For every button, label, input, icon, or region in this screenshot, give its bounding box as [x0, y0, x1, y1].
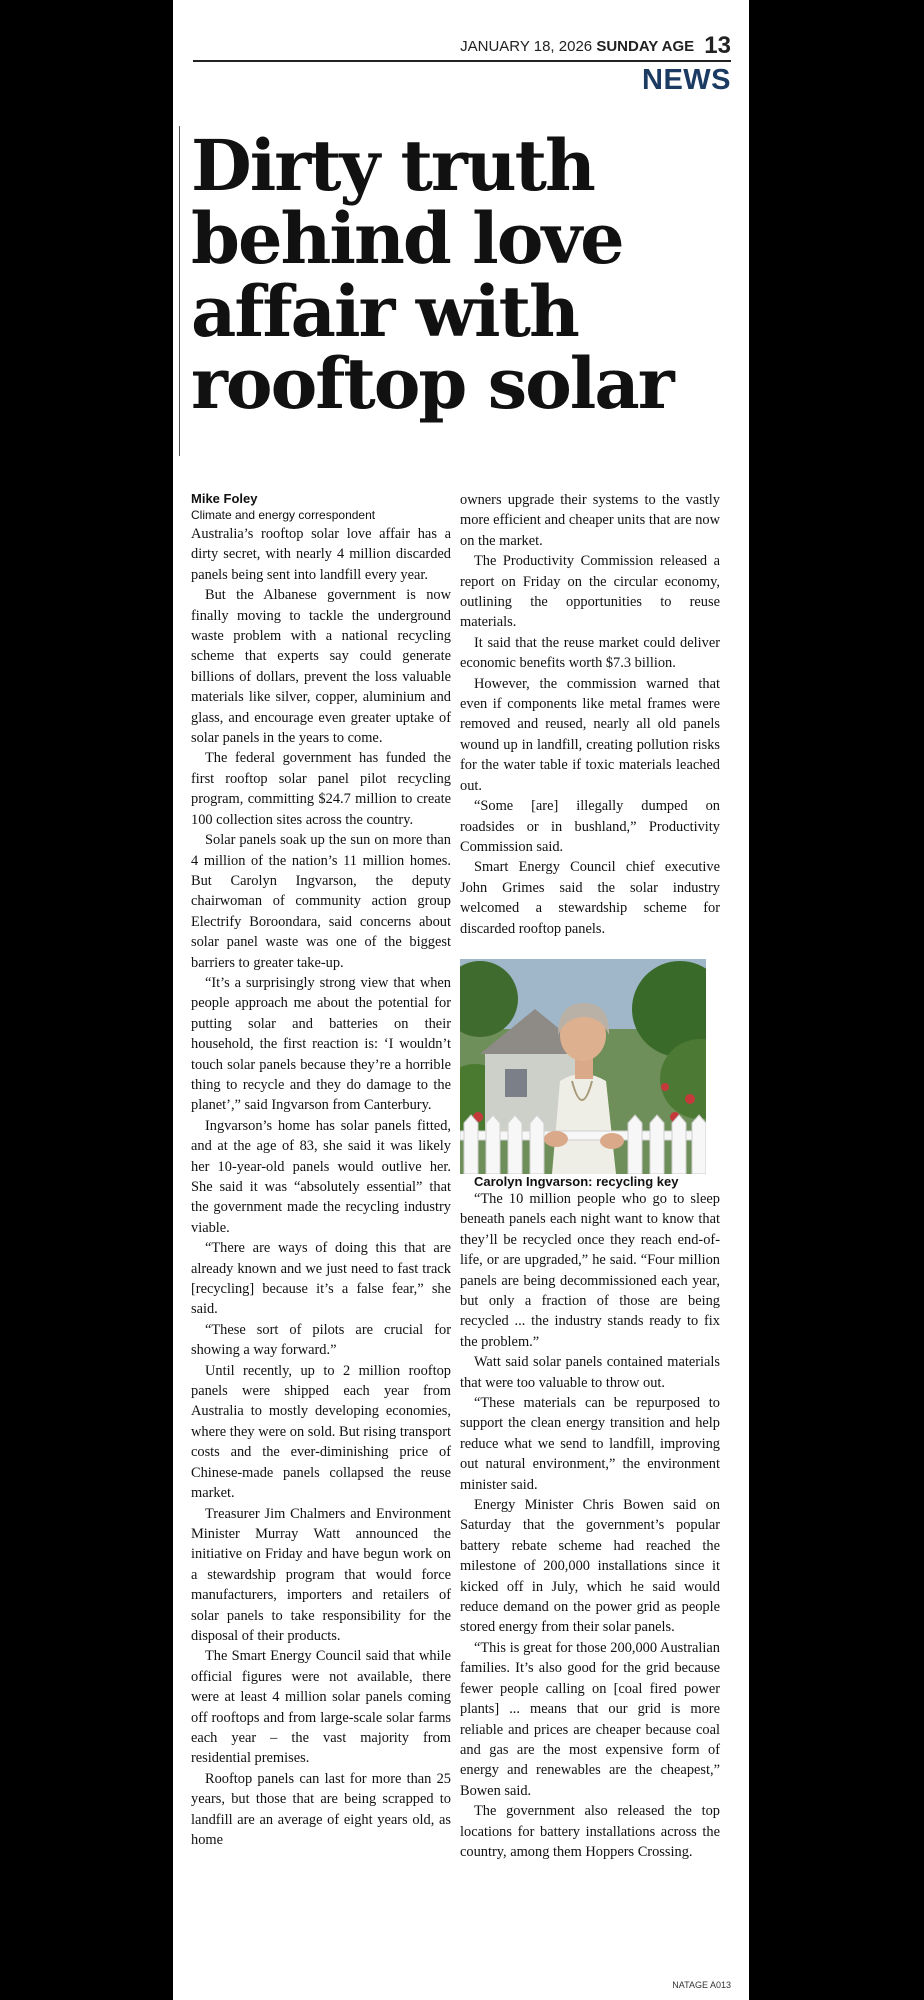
issue-date: JANUARY 18, 2026	[460, 38, 593, 55]
byline-role: Climate and energy correspondent	[191, 508, 376, 522]
paragraph: Watt said solar panels contained materials that were too valuable to throw out.	[460, 1354, 720, 1391]
paragraph: “The 10 million people who go to sleep beneath panels each night want to know that they’ll be recycled once they reach end-of-life, or are upgraded,” he said. “Four million panels are being decommissioned each year, but only a fraction of those are being recycled ... the industry stands ready to fix the problem.”	[460, 1190, 720, 1350]
newspaper-page	[173, 0, 749, 2000]
paragraph: But the Albanese government is now finally moving to tackle the underground waste problem with a national recycling scheme that experts say could generate billions of dollars, prevent the loss valuable materials like silver, copper, aluminium and glass, and encourage even greater uptake of solar panels in the years to come.	[191, 587, 451, 747]
paragraph: Until recently, up to 2 million rooftop panels were shipped each year from Australia to mostly developing economies, where they were on sold. But rising transport costs and the ever-diminishing price of Chinese-made panels collapsed the reuse market.	[191, 1362, 451, 1502]
paragraph: Ingvarson’s home has solar panels fitted, and at the age of 83, she said it was likely her 10-year-old panels would outlive her. She said it was “absolutely essential” that the government made the recycling industry viable.	[191, 1117, 451, 1236]
paragraph: “These sort of pilots are crucial for showing a way forward.”	[191, 1321, 451, 1359]
paragraph: “These materials can be repurposed to support the clean energy transition and help reduce what we send to landfill, improving out natural environment,” the environment minister said.	[460, 1395, 720, 1493]
paragraph: Treasurer Jim Chalmers and Environment Minister Murray Watt announced the initiative on Friday and have begun work on a stewardship program that would force manufacturers, importers and retailers of solar panels to take responsibility for the disposal of their products.	[191, 1505, 451, 1644]
paragraph: owners upgrade their systems to the vastly more efficient and cheaper units that are now on the market.	[460, 492, 720, 549]
paragraph: Solar panels soak up the sun on more than 4 million of the nation’s 11 million homes. But Carolyn Ingvarson, the deputy chairwoman of community action group Electrify Boroondara, said concerns about solar panel waste was one of the biggest barriers to greater take-up.	[191, 832, 451, 971]
headline: Dirty truth behind love affair with rooftop solar	[191, 124, 673, 426]
article-column-right	[460, 490, 720, 1862]
paragraph: The federal government has funded the first rooftop solar panel pilot recycling program, committing $24.7 million to create 100 collection sites across the country.	[191, 750, 451, 828]
paragraph: “There are ways of doing this that are already known and we just need to fast track [recycling] because it’s a false fear,” she said.	[191, 1240, 451, 1318]
paragraph: The government also released the top locations for battery installations across the country, among them Hoppers Crossing.	[460, 1803, 720, 1860]
photo-caption: Carolyn Ingvarson: recycling key	[474, 1173, 679, 1189]
page-header	[193, 30, 731, 62]
paragraph: “Some [are] illegally dumped on roadsides or in bushland,” Productivity Commission said.	[460, 798, 720, 855]
paragraph: Smart Energy Council chief executive John Grimes said the solar industry welcomed a stewardship scheme for discarded rooftop panels.	[460, 859, 720, 937]
byline-author: Mike Foley	[191, 491, 258, 506]
paper-name: SUNDAY AGE	[596, 38, 695, 55]
paragraph: Rooftop panels can last for more than 25 years, but those that are being scrapped to landfill are an average of eight years old, as home	[191, 1770, 451, 1848]
paragraph: The Productivity Commission released a report on Friday on the circular economy, outlining the opportunities to reuse materials.	[460, 553, 720, 631]
article-column-left	[191, 490, 451, 1850]
section-label: NEWS	[642, 64, 731, 96]
paragraph: Energy Minister Chris Bowen said on Saturday that the government’s popular battery rebate scheme had reached the milestone of 200,000 installations since it kicked off in July, which he said would reduce demand on the power grid as people stored energy from their solar panels.	[460, 1497, 720, 1636]
page-code: NATAGE A013	[672, 1980, 731, 1990]
paragraph: However, the commission warned that even if components like metal frames were removed and reused, nearly all old panels wound up in landfill, creating pollution risks for the water table if toxic materials leached out.	[460, 675, 720, 794]
photo-carolyn-ingvarson	[460, 959, 706, 1174]
paragraph: “It’s a surprisingly strong view that when people approach me about the potential for putting solar and batteries on their household, the first reaction is: ‘I wouldn’t touch solar panels because they’re a horrible thing to recycle and they do damage to the planet’,” said Ingvarson from Canterbury.	[191, 974, 451, 1114]
paragraph: It said that the reuse market could deliver economic benefits worth $7.3 billion.	[460, 634, 720, 672]
paragraph: The Smart Energy Council said that while official figures were not available, there were at least 4 million solar panels coming off rooftops and from large-scale solar farms each year – the vast majority from residential premises.	[191, 1648, 451, 1767]
paragraph: “This is great for those 200,000 Australian families. It’s also good for the grid because fewer people calling on [coal fired power plants] ... means that our grid is more reliable and prices are cheaper because coal and gas are the most expensive form of energy and renewables are the cheapest,” Bowen said.	[460, 1639, 720, 1799]
paragraph: Australia’s rooftop solar love affair has a dirty secret, with nearly 4 million discarded panels being sent into landfill every year.	[191, 526, 451, 583]
page-number: 13	[704, 32, 731, 59]
headline-rule	[179, 126, 180, 456]
